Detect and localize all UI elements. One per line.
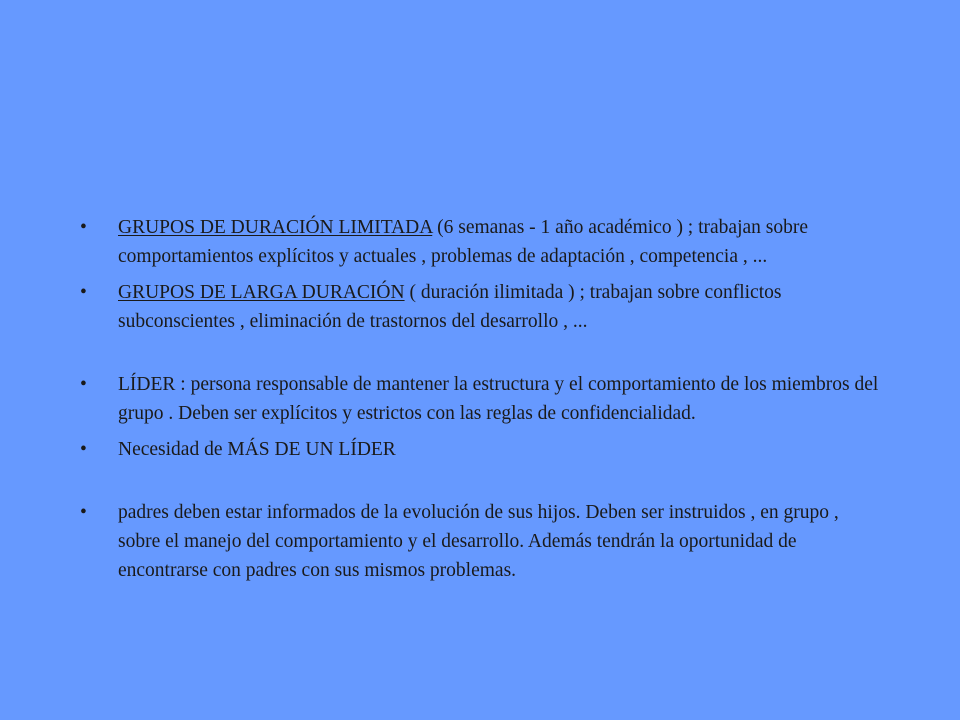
bullet-more-leaders bbox=[80, 435, 880, 464]
bullet-text: ( duración ilimitada ) ; trabajan sobre conflictos subconscientes , eliminación de trastornos del desarrollo , ... bbox=[118, 282, 782, 332]
bullet-long-groups bbox=[80, 278, 880, 336]
bullet-limited-groups bbox=[80, 213, 880, 271]
bullet-marker: • bbox=[80, 217, 87, 238]
bullet-text: padres deben estar informados de la evolución de sus hijos. Deben ser instruidos , en grupo , sobre el manejo del comportamiento y el desarrollo. Además tendrán la oportunidad de encontrarse con padres con sus mismos problemas. bbox=[118, 502, 839, 581]
bullet-leader bbox=[80, 370, 880, 428]
bullet-lead-underlined: GRUPOS DE DURACIÓN LIMITADA bbox=[118, 217, 433, 238]
bullet-list bbox=[80, 213, 880, 585]
bullet-marker: • bbox=[80, 502, 87, 523]
bullet-marker: • bbox=[80, 439, 87, 460]
bullet-text: LÍDER : persona responsable de mantener la estructura y el comportamiento de los miembros del grupo . Deben ser explícitos y estrictos con las reglas de confidencialidad. bbox=[118, 374, 879, 424]
bullet-text: (6 semanas - 1 año académico ) ; trabajan sobre comportamientos explícitos y actuales , problemas de adaptación , competencia , ... bbox=[118, 217, 809, 267]
bullet-text: Necesidad de MÁS DE UN LÍDER bbox=[118, 439, 396, 460]
bullet-parents bbox=[80, 498, 880, 585]
bullet-marker: • bbox=[80, 374, 87, 395]
bullet-marker: • bbox=[80, 282, 87, 303]
bullet-lead-underlined: GRUPOS DE LARGA DURACIÓN bbox=[118, 282, 405, 303]
